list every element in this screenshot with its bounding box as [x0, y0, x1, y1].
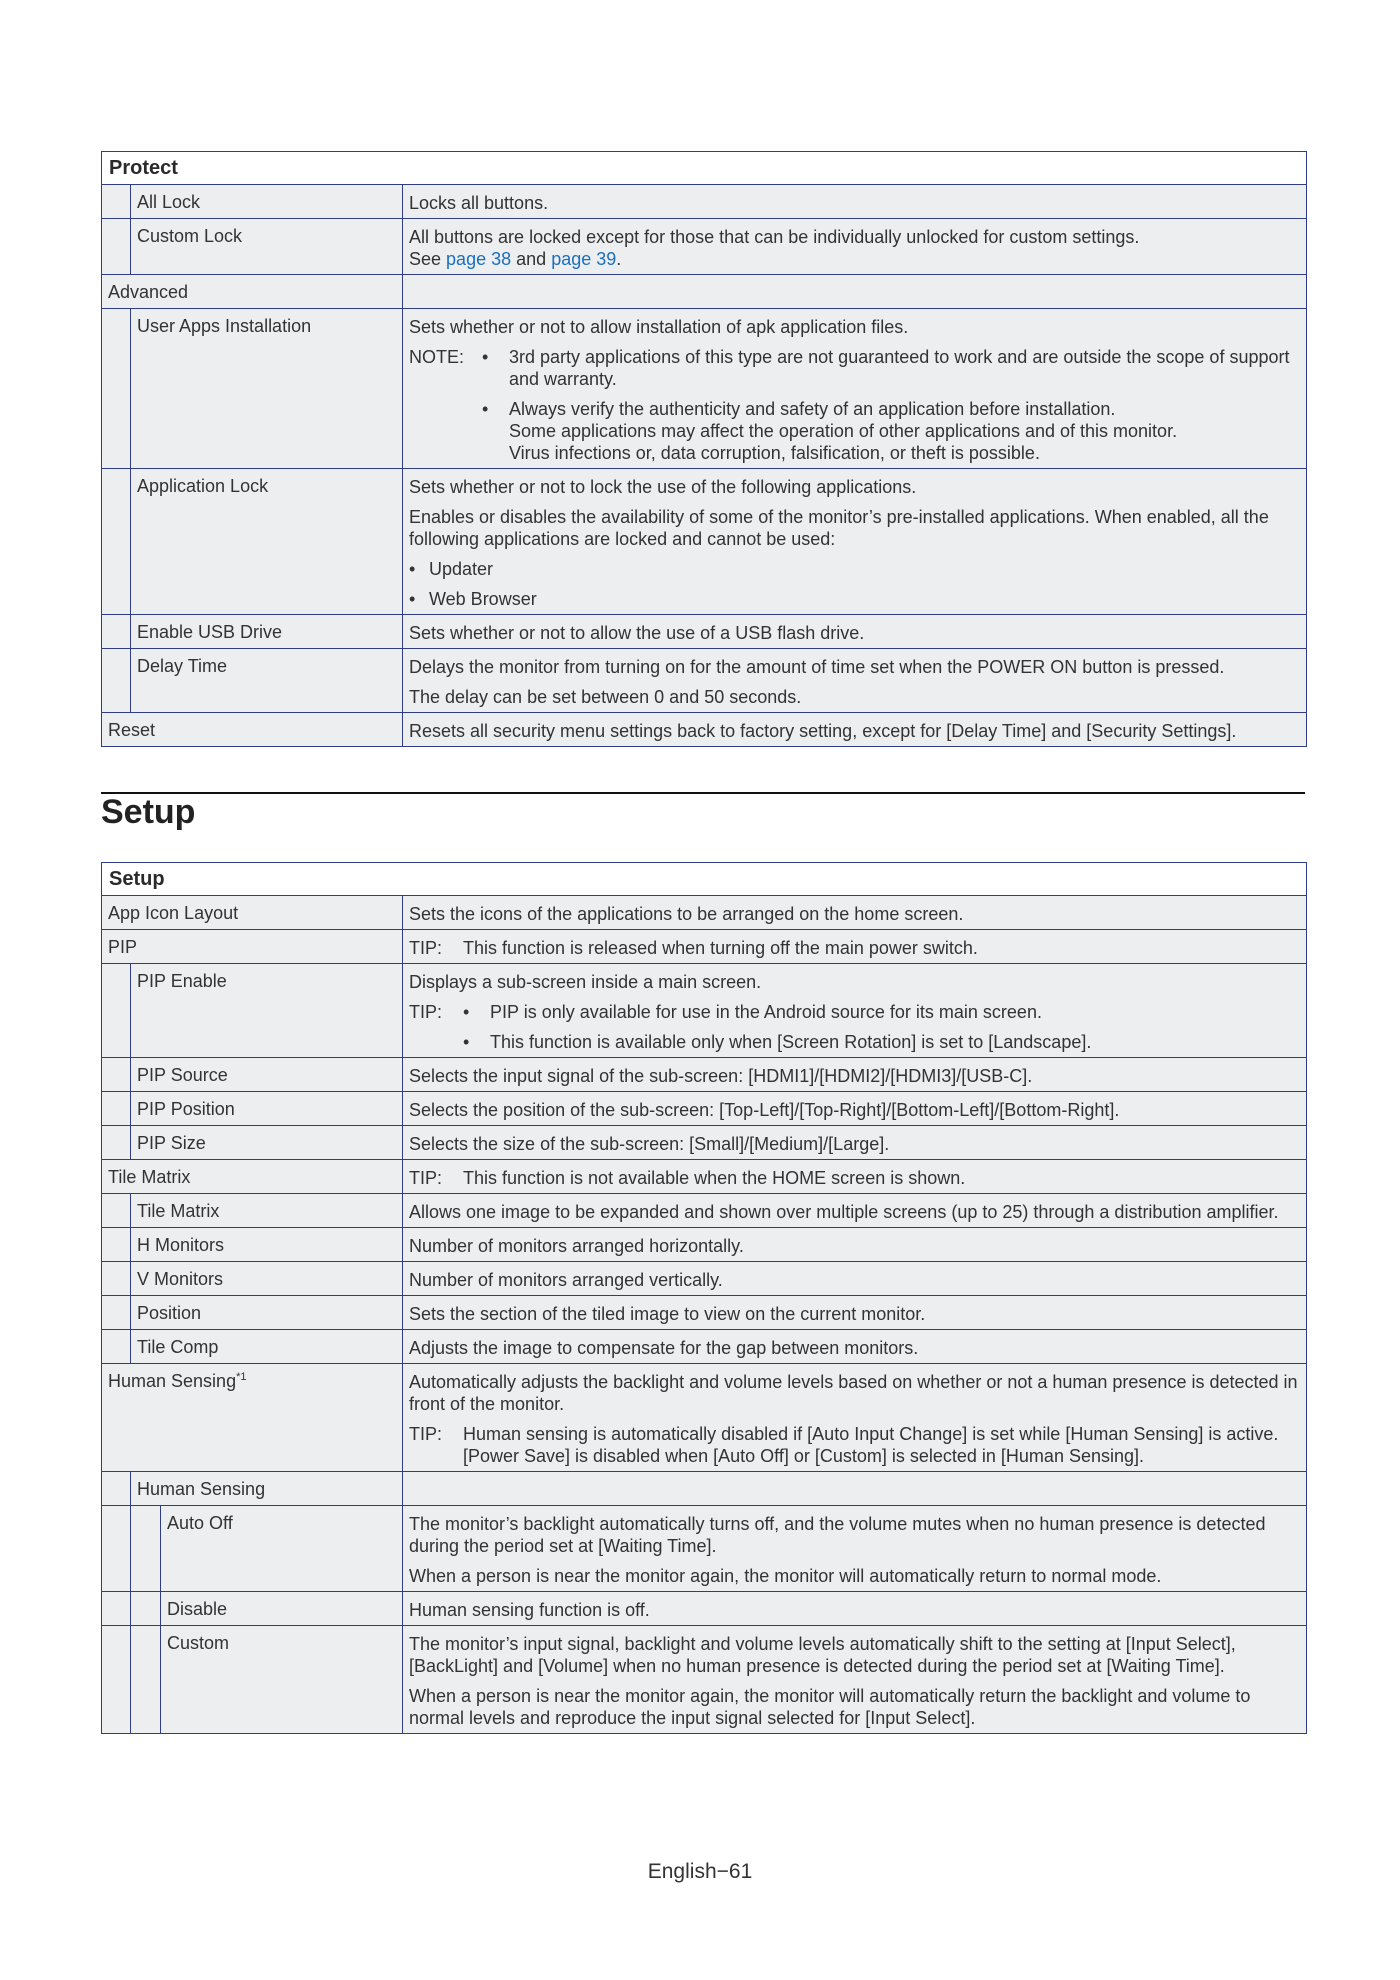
setup-pip-enable-row [102, 963, 1306, 1057]
v-monitors-desc: Number of monitors arranged vertically. [402, 1262, 1306, 1295]
pip-source-desc: Selects the input signal of the sub-screen: [HDMI1]/[HDMI2]/[HDMI3]/[USB-C]. [402, 1058, 1306, 1091]
tile-matrix-group-label: Tile Matrix [108, 1167, 191, 1187]
pip-enable-label: PIP Enable [137, 971, 227, 991]
app-icon-layout-label: App Icon Layout [108, 903, 239, 923]
protect-advanced-row [102, 274, 1306, 308]
page-number: English−61 [647, 1860, 753, 1883]
page-39-link[interactable]: page 39 [551, 249, 617, 269]
custom-lock-desc: All buttons are locked except for those that can be individually unlocked for custom settings. See page 38 and page 39. [402, 219, 1306, 274]
user-apps-desc: Sets whether or not to allow installation of apk application files. NOTE: • 3rd party applications of this type are not guaranteed to work and are outside the scope of support and warranty. • Always verify the authenticity and safety of an application before installation. Some applications may affect the operation of other applications and of this monitor. Virus infections or, data corruption, falsification, or theft is possible. [402, 309, 1306, 468]
disable-label: Disable [167, 1599, 228, 1619]
pip-desc: TIP: This function is released when turning off the main power switch. [402, 930, 1306, 963]
protect-reset-row [102, 712, 1306, 746]
setup-app-icon-row [102, 895, 1306, 929]
section-divider [101, 792, 1305, 794]
auto-off-label: Auto Off [167, 1513, 233, 1533]
setup-header-row [102, 863, 1306, 895]
setup-auto-off-row [102, 1505, 1306, 1591]
custom-desc: The monitor’s input signal, backlight and volume levels automatically shift to the setting at [Input Select], [BackLight] and [Volume] when no human presence is detected during the period set at [Waiting Time]. When a person is near the monitor again, the monitor will automatically return the backlight and volume to normal levels and reproduce the input signal selected for [Input Select]. [402, 1626, 1306, 1733]
setup-custom-row [102, 1625, 1306, 1733]
h-monitors-desc: Number of monitors arranged horizontally. [402, 1228, 1306, 1261]
setup-human-sensing-group-row [102, 1363, 1306, 1471]
page-38-link[interactable]: page 38 [446, 249, 512, 269]
setup-disable-row [102, 1591, 1306, 1625]
pip-label: PIP [108, 937, 138, 957]
v-monitors-label: V Monitors [137, 1269, 224, 1289]
reset-label: Reset [108, 720, 156, 740]
h-monitors-label: H Monitors [137, 1235, 225, 1255]
app-lock-desc: Sets whether or not to lock the use of the following applications. Enables or disables the availability of some of the monitor’s pre-installed applications. When enabled, all the following applications are locked and cannot be used: • Updater • Web Browser [402, 469, 1306, 614]
pip-size-label: PIP Size [137, 1133, 206, 1153]
pip-enable-desc: Displays a sub-screen inside a main screen. TIP: • PIP is only available for use in the Android source for its main screen. • This function is available only when [Screen Rotation] is set to [Landscape]. [402, 964, 1306, 1057]
all-lock-label: All Lock [137, 192, 201, 212]
delay-time-desc: Delays the monitor from turning on for the amount of time set when the POWER ON button is pressed. The delay can be set between 0 and 50 seconds. [402, 649, 1306, 712]
setup-pip-row [102, 929, 1306, 963]
pip-size-desc: Selects the size of the sub-screen: [Small]/[Medium]/[Large]. [402, 1126, 1306, 1159]
setup-tile-comp-row [102, 1329, 1306, 1363]
setup-pip-position-row [102, 1091, 1306, 1125]
auto-off-desc: The monitor’s backlight automatically turns off, and the volume mutes when no human presence is detected during the period set at [Waiting Time]. When a person is near the monitor again, the monitor will automatically return to normal mode. [402, 1506, 1306, 1591]
usb-drive-desc: Sets whether or not to allow the use of a USB flash drive. [402, 615, 1306, 648]
setup-table-title: Setup [109, 868, 165, 890]
protect-all-lock-row [102, 184, 1306, 218]
setup-pip-source-row [102, 1057, 1306, 1091]
setup-v-monitors-row [102, 1261, 1306, 1295]
protect-usb-drive-row [102, 614, 1306, 648]
setup-h-monitors-row [102, 1227, 1306, 1261]
protect-table-title: Protect [109, 157, 178, 179]
disable-desc: Human sensing function is off. [402, 1592, 1306, 1625]
tile-comp-desc: Adjusts the image to compensate for the gap between monitors. [402, 1330, 1306, 1363]
setup-pip-size-row [102, 1125, 1306, 1159]
app-lock-label: Application Lock [137, 476, 269, 496]
custom-label: Custom [167, 1633, 230, 1653]
pip-source-label: PIP Source [137, 1065, 228, 1085]
setup-position-row [102, 1295, 1306, 1329]
protect-user-apps-row [102, 308, 1306, 468]
human-sensing-label: Human Sensing [137, 1479, 266, 1499]
setup-human-sensing-row [102, 1471, 1306, 1505]
setup-heading: Setup [101, 793, 196, 831]
protect-header-row [102, 152, 1306, 184]
setup-tile-matrix-group-row [102, 1159, 1306, 1193]
user-apps-label: User Apps Installation [137, 316, 312, 336]
protect-app-lock-row [102, 468, 1306, 614]
tile-matrix-group-desc: TIP: This function is not available when the HOME screen is shown. [402, 1160, 1306, 1193]
position-desc: Sets the section of the tiled image to view on the current monitor. [402, 1296, 1306, 1329]
reset-desc: Resets all security menu settings back to factory setting, except for [Delay Time] and [Security Settings]. [402, 713, 1306, 746]
usb-drive-label: Enable USB Drive [137, 622, 283, 642]
protect-custom-lock-row [102, 218, 1306, 274]
protect-table [101, 151, 1307, 747]
delay-time-label: Delay Time [137, 656, 228, 676]
human-sensing-group-desc: Automatically adjusts the backlight and volume levels based on whether or not a human presence is detected in front of the monitor. TIP: Human sensing is automatically disabled if [Auto Input Change] is set while [Human Sensing] is active. [Power Save] is disabled when [Auto Off] or [Custom] is selected in [Human Sensing]. [402, 1364, 1306, 1471]
protect-delay-time-row [102, 648, 1306, 712]
tile-matrix-desc: Allows one image to be expanded and shown over multiple screens (up to 25) through a distribution amplifier. [402, 1194, 1306, 1227]
setup-table [101, 862, 1307, 1734]
human-sensing-group-label: Human Sensing$^{*1}$ [108, 1371, 247, 1391]
advanced-label: Advanced [108, 282, 189, 302]
app-icon-layout-desc: Sets the icons of the applications to be arranged on the home screen. [402, 896, 1306, 929]
custom-lock-label: Custom Lock [137, 226, 243, 246]
pip-position-desc: Selects the position of the sub-screen: [Top-Left]/[Top-Right]/[Bottom-Left]/[Bottom-Right]. [402, 1092, 1306, 1125]
position-label: Position [137, 1303, 202, 1323]
setup-tile-matrix-row [102, 1193, 1306, 1227]
tile-matrix-label: Tile Matrix [137, 1201, 220, 1221]
all-lock-desc: Locks all buttons. [402, 185, 1306, 218]
tile-comp-label: Tile Comp [137, 1337, 219, 1357]
pip-position-label: PIP Position [137, 1099, 235, 1119]
